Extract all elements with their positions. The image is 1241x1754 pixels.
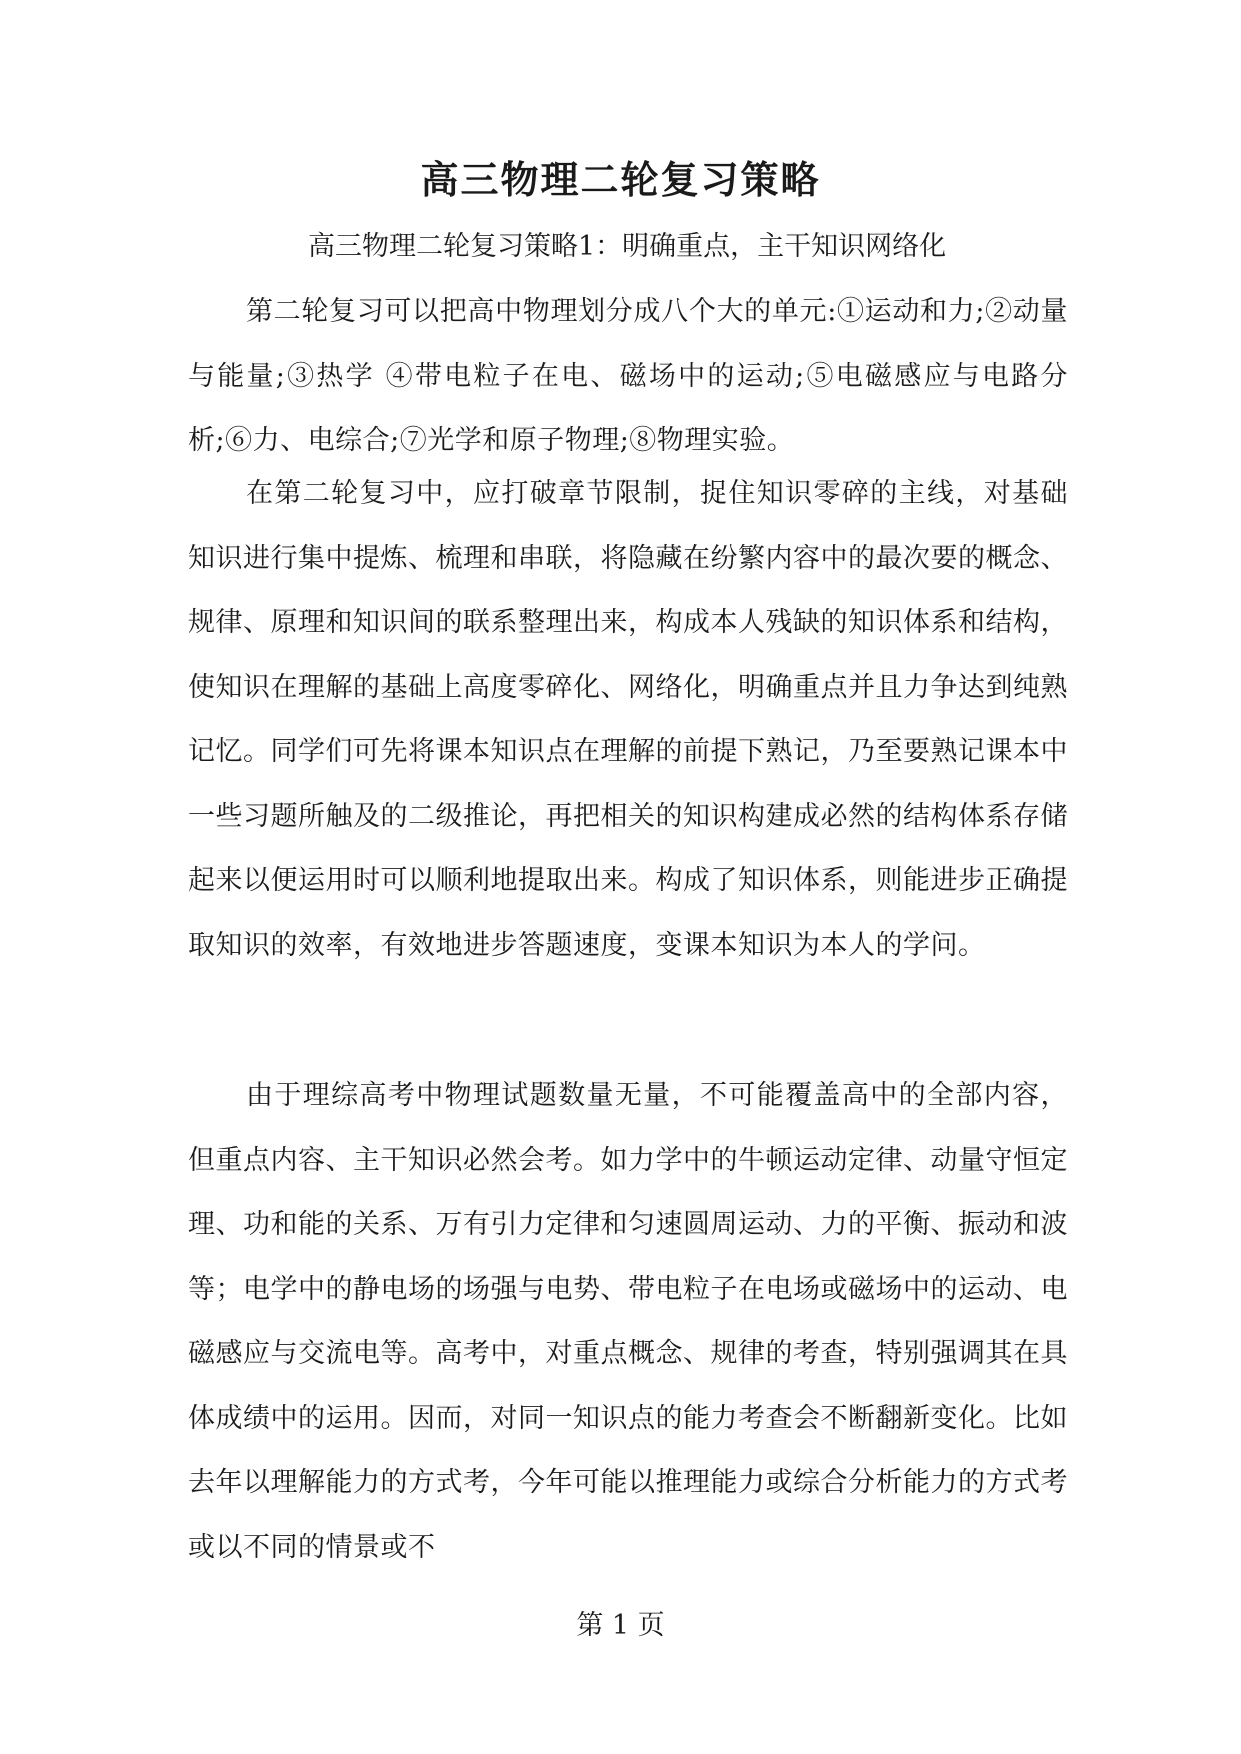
section-heading: 高三物理二轮复习策略1：明确重点，主干知识网络化 bbox=[308, 231, 947, 262]
paragraph-key-content: 由于理综高考中物理试题数量无量，不可能覆盖高中的全部内容，但重点内容、主干知识必然会考。如力学中的牛顿运动定律、动量守恒定理、功和能的关系、万有引力定律和匀速圆周运动、力的平衡、振动和波等；电学中的静电场的场强与电势、带电粒子在电场或磁场中的运动、电磁感应与交流电等。高考中，对重点概念、规律的考查，特别强调其在具体成绩中的运用。因而，对同一知识点的能力考查会不断翻新变化。比如去年以理解能力的方式考，今年可能以推理能力或综合分析能力的方式考或以不同的情景或不 bbox=[188, 1080, 1068, 1563]
paragraph-knowledge-system: 在第二轮复习中，应打破章节限制，捉住知识零碎的主线，对基础知识进行集中提炼、梳理和串联，将隐藏在纷繁内容中的最次要的概念、规律、原理和知识间的联系整理出来，构成本人残缺的知识体系和结构，使知识在理解的基础上高度零碎化、网络化，明确重点并且力争达到纯熟记忆。同学们可先将课本知识点在理解的前提下熟记，乃至要熟记课本中一些习题所触及的二级推论，再把相关的知识构建成必然的结构体系存储起来以便运用时可以顺利地提取出来。构成了知识体系，则能进步正确提取知识的效率，有效地进步答题速度，变课本知识为本人的学问。 bbox=[188, 478, 1068, 961]
page-number: 第 1 页 bbox=[576, 1610, 665, 1641]
paragraph-units: 第二轮复习可以把高中物理划分成八个大的单元:①运动和力;②动量与能量;③热学 ④带电粒子在电、磁场中的运动;⑤电磁感应与电路分析;⑥力、电综合;⑦光学和原子物理;⑧物理实验。 bbox=[188, 296, 1068, 456]
page-title: 高三物理二轮复习策略 bbox=[420, 157, 821, 202]
